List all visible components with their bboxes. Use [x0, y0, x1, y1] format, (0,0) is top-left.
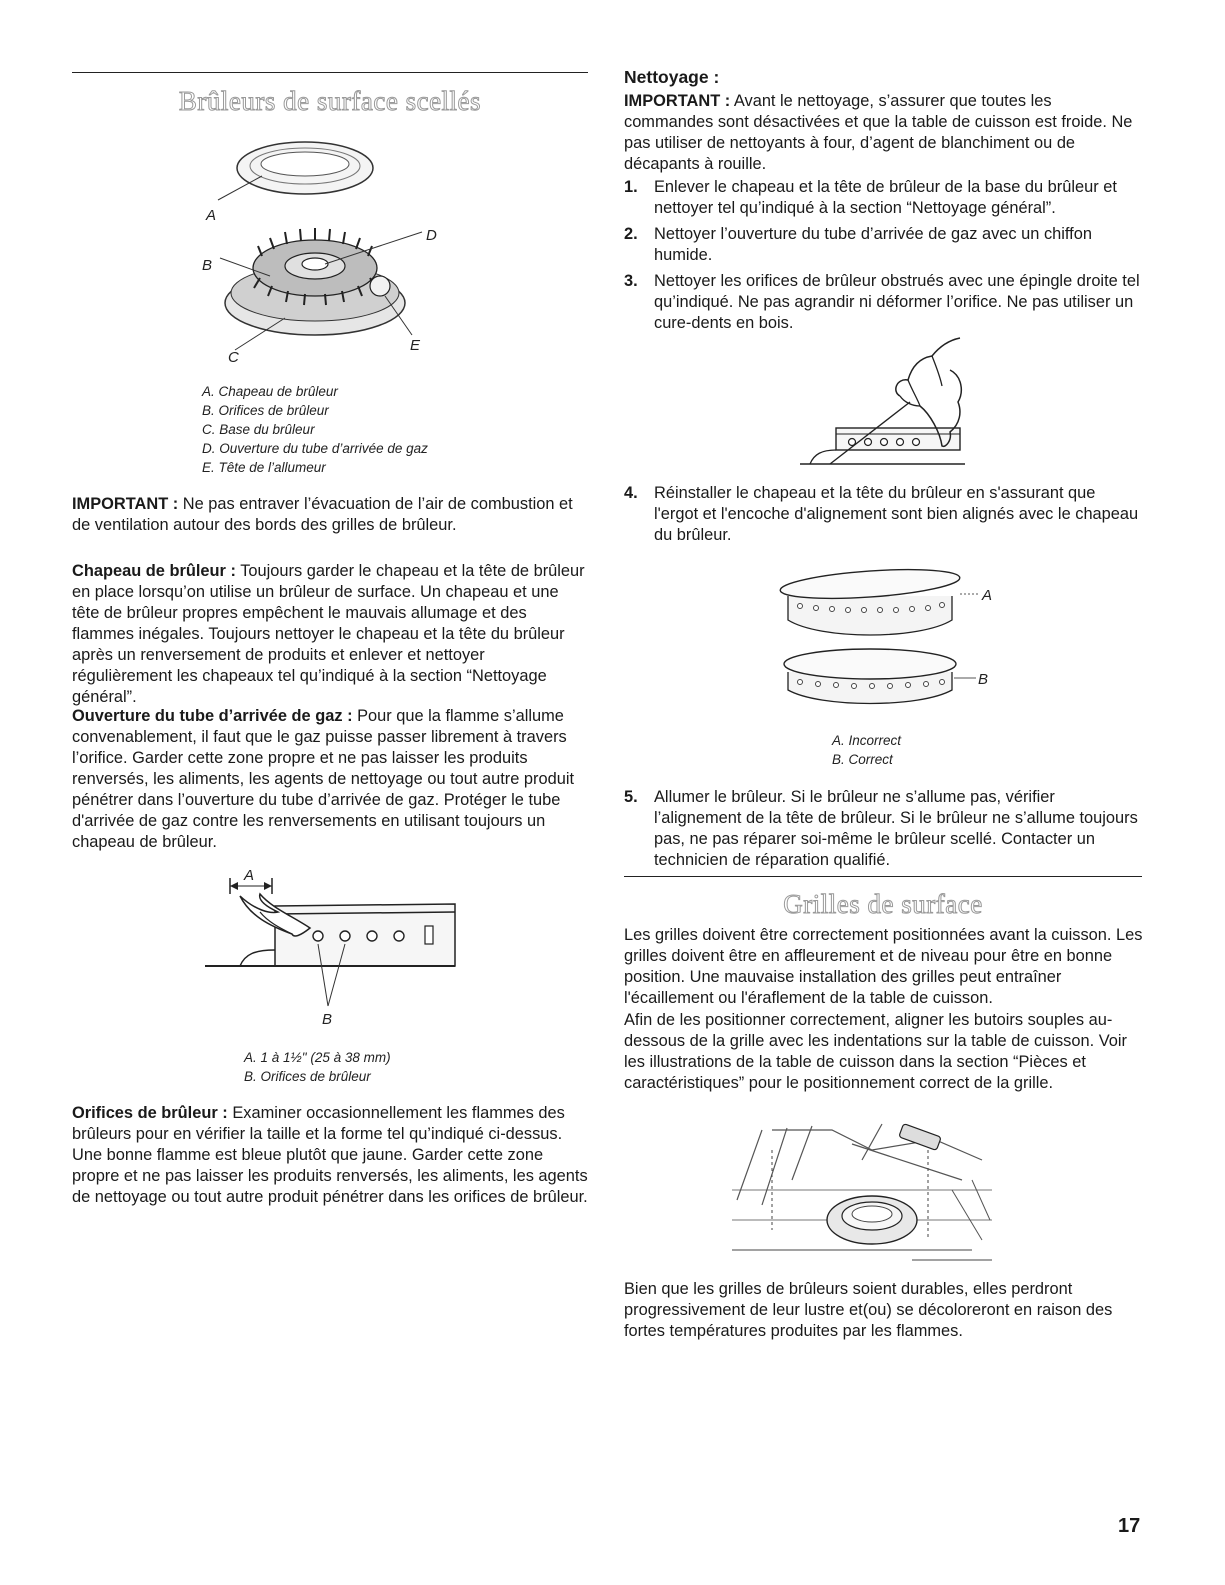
- igniter-shape: [370, 276, 390, 296]
- step-5-number: 5.: [624, 788, 638, 806]
- ouverture-text: Pour que la flamme s’allume convenablement, il faut que le gaz puisse passer librement à travers l’orifice. Garder cette zone propre et ne pas laisser les produits renversés, les aliments, les agents de nettoyage ou tout autre produit pénétrer dans l’ouverture du tube d’arrivée de gaz. Protéger le tube d'arrivée de gaz contre les renversements en utilisant toujours un chapeau de brûleur.: [72, 707, 575, 851]
- step-1-text: Enlever le chapeau et la tête de brûleur de la base du brûleur et nettoyer tel qu’indiqué à la section “Nettoyage général”.: [654, 178, 1117, 217]
- section-title-grilles: Grilles de surface: [783, 889, 983, 919]
- step-4: [624, 483, 1144, 546]
- grilles-paragraph-2: Afin de les positionner correctement, aligner les butoirs souples au-dessous de la grille avec les indentations sur la table de cuisson. Voir les illustrations de la table de cuisson dans la section “Pièces et caractéristiques” pour le positionnement correct de la grille.: [624, 1011, 1127, 1092]
- left-important-text: Ne pas entraver l’évacuation de l’air de combustion et de ventilation autour des bords des grilles de brûleur.: [72, 495, 573, 534]
- grilles-paragraph-3: Bien que les grilles de brûleurs soient durables, elles perdront progressivement de leur lustre et(ou) se décoloreront en raison des fortes températures produites par les flammes.: [624, 1280, 1113, 1340]
- chapeau-label: Chapeau de brûleur :: [72, 562, 236, 580]
- cleaning-steps-1-3: [624, 177, 1144, 334]
- step-4-text: Réinstaller le chapeau et la tête du brûleur en s'assurant que l'ergot et l'encoche d'alignement sont bien alignés avec le chapeau du brûleur.: [654, 484, 1139, 544]
- grilles-paragraph-1: Les grilles doivent être correctement positionnées avant la cuisson. Les grilles doivent être en affleurement et de niveau pour être en bonne position. Une mauvaise installation des grilles peut entraîner l'écaillement ou l'éraflement de la table de cuisson.: [624, 926, 1143, 1007]
- step-2-text: Nettoyer l’ouverture du tube d’arrivée de gaz avec un chiffon humide.: [654, 225, 1092, 264]
- right-section-rule: [624, 876, 1142, 877]
- cleaning-step-5: [624, 787, 1144, 871]
- cap-alignment-diagram: [770, 562, 1010, 712]
- left-important-paragraph: [72, 494, 588, 536]
- gas-tube-opening-shape: [302, 258, 328, 270]
- fig2-label-b: B: [322, 1011, 333, 1028]
- right-important-text: Avant le nettoyage, s’assurer que toutes les commandes sont désactivées et que la table de cuisson est froide. Ne pas utiliser de nettoyants à four, d’agent de blanchiment ou de décapants à rouille.: [624, 92, 1133, 173]
- fig1-caption-a: A. Chapeau de brûleur: [202, 384, 338, 399]
- chapeau-text: Toujours garder le chapeau et la tête de brûleur en place lorsqu’on utilise un brûleur de surface. Un chapeau et une tête de brûleur propres empêchent le mauvais allumage et des flammes inégales. Toujours nettoyer le chapeau et la tête du brûleur après un renversement de produits et enlever et nettoyer régulièrement les chapeaux tel qu’indiqué à la section “Nettoyage général”.: [72, 562, 585, 706]
- fig1-label-e: E: [410, 337, 421, 354]
- step-5: [624, 787, 1144, 871]
- orifices-label: Orifices de brûleur :: [72, 1104, 228, 1122]
- orifices-paragraph: [72, 1103, 588, 1208]
- fig1-caption-b: B. Orifices de brûleur: [202, 403, 329, 418]
- step-3-number: 3.: [624, 272, 638, 290]
- fig1-caption-c: C. Base du brûleur: [202, 422, 315, 437]
- step-3: [624, 271, 1144, 334]
- step-1: [624, 177, 1144, 219]
- fig4-caption: [832, 731, 901, 769]
- step-2: [624, 224, 1144, 266]
- step-3-text: Nettoyer les orifices de brûleur obstrués avec une épingle droite tel qu’indiqué. Ne pas agrandir ni déformer l’orifice. Ne pas utiliser un cure-dents en bois.: [654, 272, 1140, 332]
- fig4-caption-b: B. Correct: [832, 752, 893, 767]
- sealed-burner-diagram: [190, 128, 490, 368]
- burner-flame-diagram: [200, 866, 470, 1026]
- fig2-label-a: A: [244, 867, 255, 884]
- fig1-label-a: A: [206, 207, 217, 224]
- fig2-caption-a: A. 1 à 1½" (25 à 38 mm): [244, 1050, 391, 1065]
- ouverture-paragraph: [72, 706, 588, 853]
- orifices-text: Examiner occasionnellement les flammes des brûleurs pour en vérifier la taille et la forme tel qu’indiqué ci-dessus. Une bonne flamme est bleue plutôt que jaune. Garder cette zone propre et ne pas laisser les produits renversés, les aliments, les agents de nettoyage ou tout autre produit pénétrer dans les orifices de brûleur.: [72, 1104, 588, 1206]
- fig4-caption-a: A. Incorrect: [832, 733, 902, 748]
- section-title-bruleurs: Brûleurs de surface scellés: [178, 86, 482, 116]
- left-important-label: IMPORTANT :: [72, 495, 179, 513]
- fig1-caption-d: D. Ouverture du tube d’arrivée de gaz: [202, 441, 428, 456]
- grate-position-diagram: [732, 1120, 992, 1270]
- fig1-label-b: B: [202, 257, 213, 274]
- fig1-label-c: C: [228, 349, 239, 366]
- fig1-caption: [202, 382, 428, 477]
- fig4-label-b: B: [978, 671, 989, 688]
- pin-cleaning-diagram: [800, 336, 980, 466]
- step-1-number: 1.: [624, 178, 638, 196]
- cleaning-step-4: [624, 483, 1144, 546]
- step-4-number: 4.: [624, 484, 638, 502]
- left-top-rule: [72, 72, 588, 73]
- fig4-label-a: A: [982, 587, 993, 604]
- nettoyage-heading: Nettoyage :: [624, 67, 720, 87]
- cap-correct-shape: [784, 649, 956, 679]
- chapeau-paragraph: [72, 561, 588, 708]
- ouverture-label: Ouverture du tube d’arrivée de gaz :: [72, 707, 353, 725]
- page-number: 17: [1118, 1515, 1141, 1537]
- fig2-caption: [244, 1048, 391, 1086]
- fig2-caption-b: B. Orifices de brûleur: [244, 1069, 371, 1084]
- step-2-number: 2.: [624, 225, 638, 243]
- fig1-label-d: D: [426, 227, 437, 244]
- right-important-paragraph: [624, 91, 1144, 175]
- fig1-caption-e: E. Tête de l’allumeur: [202, 460, 326, 475]
- right-important-label: IMPORTANT :: [624, 92, 731, 110]
- step-5-text: Allumer le brûleur. Si le brûleur ne s’allume pas, vérifier l’alignement de la tête de brûleur. Si le brûleur ne s’allume toujours pas, ne pas réparer soi-même le brûleur scellé. Contacter un technicien de réparation qualifié.: [654, 788, 1138, 869]
